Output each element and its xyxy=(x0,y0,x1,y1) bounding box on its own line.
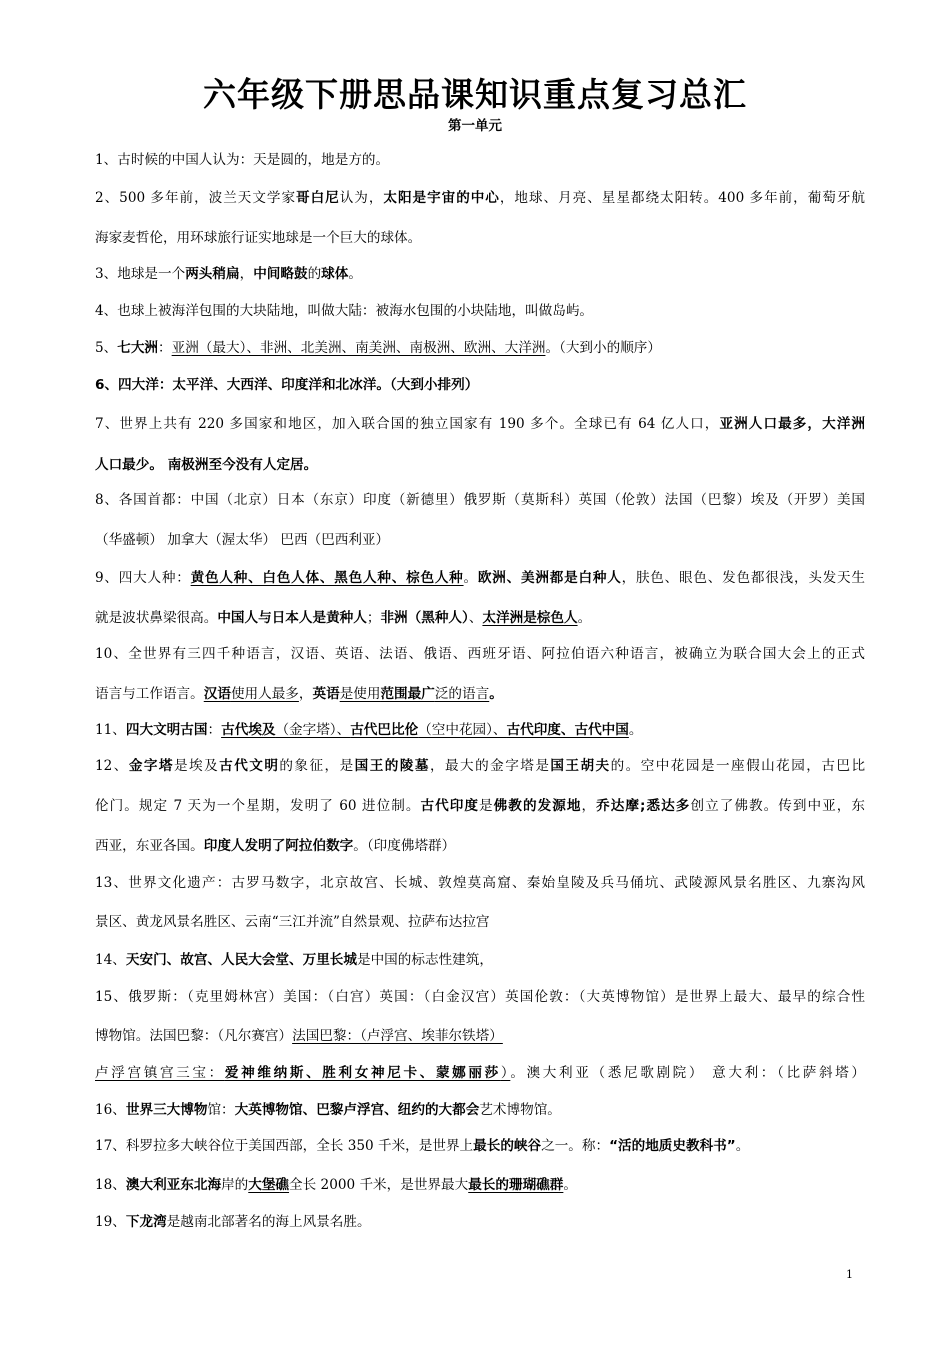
paragraph-line xyxy=(95,375,865,395)
text-run: 的象征，是 xyxy=(279,758,355,774)
paragraph-line xyxy=(95,912,865,932)
text-run: 澳大利亚东北海 xyxy=(125,1177,222,1193)
text-run: ； xyxy=(366,610,381,626)
text-run: 佛教的发源地 xyxy=(493,798,582,814)
text-run: 。 xyxy=(577,610,592,626)
text-run: 的 xyxy=(307,266,322,282)
text-run: 景区、黄龙风景名胜区、云南“三江并流”自然景观、拉萨布达拉宫 xyxy=(95,914,490,930)
text-run: 是 xyxy=(479,798,494,814)
paragraph-line xyxy=(95,684,865,704)
text-run: 是越南北部著名的海上风景名胜。 xyxy=(166,1214,371,1230)
text-run: ， xyxy=(581,798,597,814)
text-run: 。 xyxy=(735,1138,750,1154)
paragraph-line xyxy=(95,644,865,664)
text-run: 黄色人种、白色人体、黑色人种、棕色人种 xyxy=(190,570,464,586)
text-run: 博物馆。法国巴黎：（凡尔赛宫） xyxy=(95,1028,293,1044)
paragraph-line xyxy=(95,796,865,816)
text-run: 球体 xyxy=(321,266,349,282)
text-run: 两头稍扁 xyxy=(185,266,240,282)
text-run: 使用人最多 xyxy=(230,686,299,702)
text-run: 12、 xyxy=(95,758,129,774)
text-run: 6、四大洋：太平洋、大西洋、印度洋和北冰洋。（大到小排列） xyxy=(95,377,479,393)
text-run: 乔达摩;悉达多 xyxy=(596,798,691,814)
text-run: 人口最少。 南极洲至今没有人定居。 xyxy=(95,457,318,473)
text-run: 亚洲（最大）、非洲、北美洲、南美洲、南极洲、欧洲、大洋洲 xyxy=(171,340,546,356)
text-run: 国王胡夫 xyxy=(550,758,611,774)
text-run: 最长的珊瑚礁群 xyxy=(468,1177,564,1193)
text-run: 岸的 xyxy=(221,1177,249,1193)
text-run: 3、地球是一个 xyxy=(95,266,186,282)
text-run: 金字塔 xyxy=(128,758,174,774)
paragraph-line xyxy=(95,228,865,248)
text-run: ） xyxy=(500,1065,511,1081)
paragraph-line xyxy=(95,1175,865,1195)
text-run: 四大文明古国 xyxy=(125,722,208,738)
text-run: 4、也球上被海洋包围的大块陆地，叫做大陆：被海水包围的小块陆地，叫做岛屿。 xyxy=(95,303,594,319)
text-run: 16、 xyxy=(95,1102,126,1118)
text-run: 古代埃及 xyxy=(221,722,276,738)
text-run: 2、500 多年前，波兰天文学家 xyxy=(95,190,297,206)
text-run: 10、全世界有三四千种语言，汉语、英语、法语、俄语、西班牙语、阿拉伯语六种语言，被确立为联合国大会上的正式 xyxy=(95,646,865,662)
paragraph-line xyxy=(95,1026,865,1046)
text-run: 是使用 xyxy=(339,686,381,702)
text-run: 亚洲人口最多，大洋洲 xyxy=(719,416,865,432)
paragraph-line xyxy=(95,987,865,1007)
text-run: 中间略鼓 xyxy=(253,266,308,282)
text-run: 7、世界上共有 220 多国家和地区，加入联合国的独立国家有 190 多个。全球已有 64 亿人口， xyxy=(95,416,720,432)
text-run: 。澳大利亚（悉尼歌剧院） 意大利：（比萨斜塔） xyxy=(510,1065,865,1081)
paragraph-line xyxy=(95,720,865,740)
text-run: 泛的语言 xyxy=(434,686,490,702)
text-run: ： xyxy=(207,722,222,738)
text-run: 法国巴黎：（卢浮宫、埃菲尔铁塔） xyxy=(292,1028,503,1044)
text-run: 之一。称： xyxy=(541,1138,610,1154)
paragraph-line xyxy=(95,264,865,284)
document-title: 六年级下册思品课知识重点复习总汇 xyxy=(203,75,747,114)
paragraph-line xyxy=(95,568,865,588)
text-run: 欧洲、美洲都是白种人 xyxy=(477,570,622,586)
text-run: 17、科罗拉多大峡谷位于美国西部，全长 350 千米，是世界上 xyxy=(95,1138,474,1154)
text-run: 古代印度 xyxy=(420,798,480,814)
text-run: 、 xyxy=(468,610,483,626)
paragraph-line xyxy=(95,490,865,510)
text-run: 1、古时候的中国人认为：天是圆的，地是方的。 xyxy=(95,152,390,168)
paragraph-line xyxy=(95,188,865,208)
paragraph-line xyxy=(95,414,865,434)
text-run: 。 xyxy=(489,686,503,702)
text-run: 范围最广 xyxy=(380,686,435,702)
text-run: 太阳是宇宙的中心 xyxy=(383,190,500,206)
text-run: （金字塔）、 xyxy=(275,722,351,738)
text-run: ， xyxy=(239,266,254,282)
text-run: 国王的陵墓 xyxy=(354,758,430,774)
paragraph-line xyxy=(95,338,865,358)
text-run: 创立了佛教。传到中亚，东 xyxy=(690,798,865,814)
text-run: 19、 xyxy=(95,1214,126,1230)
text-run: 是中国的标志性建筑， xyxy=(357,952,493,968)
paragraph-line xyxy=(95,1100,865,1120)
page-number: 1 xyxy=(846,1268,853,1281)
text-run: 天安门、故宫、人民大会堂、万里长城 xyxy=(125,952,357,968)
text-run: （空中花园）、 xyxy=(418,722,507,738)
paragraph-line xyxy=(95,1063,865,1083)
text-run: 馆： xyxy=(207,1102,235,1118)
text-run: 全长 2000 千米，是世界最大 xyxy=(289,1177,469,1193)
text-run: 大英博物馆、巴黎卢浮宫、纽约的大都会 xyxy=(234,1102,480,1118)
text-run: 语言与工作语言。 xyxy=(95,686,204,702)
text-run: 艺术博物馆。 xyxy=(479,1102,561,1118)
text-run: 汉语 xyxy=(203,686,231,702)
unit-heading: 第一单元 xyxy=(448,118,502,134)
text-run: 哥白尼 xyxy=(296,190,340,206)
text-run: 18、 xyxy=(95,1177,126,1193)
text-run: 是埃及 xyxy=(173,758,220,774)
text-run: 中国人与日本人是黄种人 xyxy=(217,610,367,626)
text-run: 伦门。规定 7 天为一个星期，发明了 60 进位制。 xyxy=(95,798,421,814)
text-run: 5、 xyxy=(95,340,118,356)
text-run: 古代印度、古代中国 xyxy=(506,722,629,738)
text-run: 认为， xyxy=(339,190,384,206)
text-run: 世界三大博物 xyxy=(125,1102,208,1118)
paragraph-line xyxy=(95,530,865,550)
text-run: ： xyxy=(158,340,172,356)
text-run: 非洲（黑种人） xyxy=(380,610,469,626)
text-run: 西亚，东亚各国。 xyxy=(95,838,204,854)
paragraph-line xyxy=(95,950,865,970)
text-run: 七大洲 xyxy=(117,340,159,356)
text-run: ，地球、月亮、星星都绕太阳转。400 多年前，葡萄牙航 xyxy=(499,190,865,206)
text-run: 大堡礁 xyxy=(248,1177,290,1193)
text-run: 8、各国首都：中国（北京）日本（东京）印度（新德里）俄罗斯（莫斯科）英国（伦敦）法国（巴黎）埃及（开罗）美国 xyxy=(95,492,865,508)
text-run: 爱神维纳斯、胜利女神尼卡、蒙娜丽莎 xyxy=(224,1065,501,1081)
paragraph-line xyxy=(95,301,865,321)
paragraph-line xyxy=(95,150,865,170)
text-run: 古代巴比伦 xyxy=(350,722,419,738)
paragraph-line xyxy=(95,1136,865,1156)
paragraph-line xyxy=(95,873,865,893)
text-run: 。（印度佛塔群） xyxy=(353,838,456,854)
text-run: 太洋洲是棕色人 xyxy=(482,610,578,626)
paragraph-line xyxy=(95,455,865,475)
text-run: 15、俄罗斯：（克里姆林宫）美国：（白宫）英国：（白金汉宫）英国伦敦：（大英博物馆）是世界上最大、最早的综合性 xyxy=(95,989,865,1005)
text-run: 英语 xyxy=(312,686,340,702)
text-run: 最长的峡谷 xyxy=(473,1138,542,1154)
text-run: 11、 xyxy=(95,722,126,738)
text-run: 14、 xyxy=(95,952,126,968)
text-run: 。 xyxy=(348,266,362,282)
text-run: 印度人发明了阿拉伯数字 xyxy=(203,838,354,854)
text-run: （华盛顿） 加拿大（渥太华） 巴西（巴西利亚） xyxy=(95,532,390,548)
paragraph-line xyxy=(95,608,865,628)
text-run: 。 xyxy=(463,570,478,586)
text-run: 。（大到小的顺序） xyxy=(545,340,661,356)
text-run: ，最大的金字塔是 xyxy=(429,758,551,774)
text-run: 下龙湾 xyxy=(125,1214,167,1230)
text-run: 9、四大人种： xyxy=(95,570,191,586)
text-run: 。 xyxy=(563,1177,577,1193)
text-run: 的。空中花园是一座假山花园，古巴比 xyxy=(610,758,865,774)
text-run: ， xyxy=(298,686,313,702)
text-run: 卢浮宫镇宫三宝： xyxy=(95,1065,225,1081)
text-run: 古代文明 xyxy=(219,758,280,774)
text-run: 13、世界文化遗产：古罗马数字，北京故宫、长城、敦煌莫高窟、秦始皇陵及兵马俑坑、武陵源风景名胜区、九寨沟风 xyxy=(95,875,865,891)
text-run: ，肤色、眼色、发色都很浅，头发天生 xyxy=(621,570,865,586)
text-run: 就是波状鼻梁很高。 xyxy=(95,610,218,626)
paragraph-line xyxy=(95,756,865,776)
paragraph-line xyxy=(95,1212,865,1232)
text-run: 海家麦哲伦，用环球旅行证实地球是一个巨大的球体。 xyxy=(95,230,422,246)
text-run: “活的地质史教科书” xyxy=(609,1138,736,1154)
text-run: 。 xyxy=(628,722,643,738)
paragraph-line xyxy=(95,836,865,856)
